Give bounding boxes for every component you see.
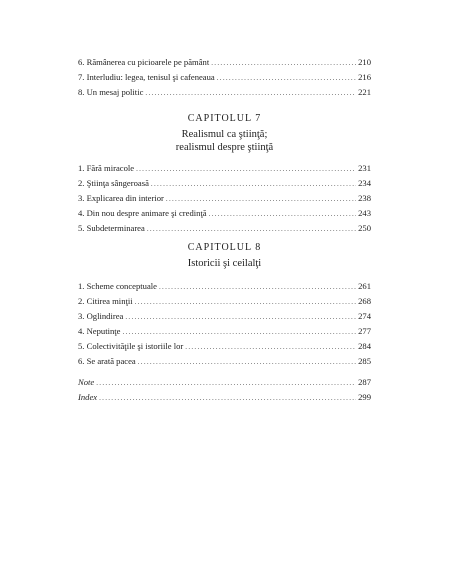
toc-list-top	[78, 56, 371, 101]
toc-entry	[78, 222, 371, 237]
toc-entry	[78, 340, 371, 355]
leader-dots	[151, 178, 356, 190]
toc-entry-label: Note	[78, 377, 95, 387]
chapter-title-line: Istoricii şi ceilalţi	[187, 258, 262, 269]
toc-entry-label: 5. Colectivităţile şi istoriile lor	[78, 341, 184, 351]
leader-dots	[99, 392, 356, 404]
toc-entry-label: 5. Subdeterminarea	[78, 223, 145, 233]
chapter-8-entries	[78, 280, 371, 370]
toc-entry-page: 285	[358, 356, 371, 366]
toc-entry-page: 216	[358, 72, 371, 82]
toc-entry	[78, 280, 371, 295]
leader-dots	[166, 193, 356, 205]
toc-entry-label: 2. Ştiinţa sângeroasă	[78, 178, 149, 188]
leader-dots	[96, 377, 356, 389]
leader-dots	[159, 281, 356, 293]
chapter-title-line: realismul despre ştiinţă	[175, 142, 274, 153]
toc-entry	[78, 207, 371, 222]
toc-entry	[78, 192, 371, 207]
toc-entry-label: 2. Citirea minţii	[78, 296, 133, 306]
leader-dots	[136, 163, 356, 175]
toc-entry-label: 4. Neputinţe	[78, 326, 121, 336]
toc-entry-label: 6. Rămânerea cu picioarele pe pământ	[78, 57, 210, 67]
toc-entry-page: 277	[358, 326, 371, 336]
toc-entry	[78, 295, 371, 310]
toc-entry-page: 250	[358, 223, 371, 233]
toc-entry-label: 1. Scheme conceptuale	[78, 281, 157, 291]
toc-entry	[78, 162, 371, 177]
toc-entry-page: 243	[358, 208, 371, 218]
leader-dots	[209, 208, 356, 220]
leader-dots	[147, 223, 356, 235]
toc-entry	[78, 71, 371, 86]
leader-dots	[217, 72, 356, 84]
leader-dots	[122, 326, 356, 338]
leader-dots	[135, 296, 356, 308]
toc-entry-index	[78, 391, 371, 406]
leader-dots	[138, 356, 356, 368]
toc-entry-page: 274	[358, 311, 371, 321]
toc-entry-label: 4. Din nou despre animare şi credinţă	[78, 208, 207, 218]
toc-entry-label: 3. Explicarea din interior	[78, 193, 164, 203]
toc-entry-page: 234	[358, 178, 371, 188]
toc-entry-label: 1. Fără miracole	[78, 163, 135, 173]
toc-entry-label: 6. Se arată pacea	[78, 356, 136, 366]
toc-entry	[78, 177, 371, 192]
toc-entry-page: 231	[358, 163, 371, 173]
chapter-number: CAPITOLUL 7	[187, 113, 262, 124]
chapter-8-heading	[78, 242, 371, 270]
toc-entry-label: 8. Un mesaj politic	[78, 87, 144, 97]
toc-entry-page: 268	[358, 296, 371, 306]
toc-entry-page: 287	[358, 377, 371, 387]
toc-entry-page: 210	[358, 57, 371, 67]
chapter-title-line: Realismul ca ştiinţă;	[181, 129, 268, 140]
back-matter-list	[78, 376, 371, 406]
toc-entry-label: Index	[78, 392, 98, 402]
toc-entry-label: 3. Oglindirea	[78, 311, 124, 321]
toc-entry	[78, 325, 371, 340]
leader-dots	[211, 57, 356, 69]
toc-entry-page: 221	[358, 87, 371, 97]
chapter-7-entries	[78, 162, 371, 237]
leader-dots	[185, 341, 356, 353]
toc-entry-notes	[78, 376, 371, 391]
toc-entry-page: 299	[358, 392, 371, 402]
leader-dots	[125, 311, 356, 323]
toc-entry-page: 261	[358, 281, 371, 291]
toc-entry	[78, 86, 371, 101]
toc-entry-label: 7. Interludiu: legea, tenisul şi cafeneaua	[78, 72, 215, 82]
toc-entry	[78, 310, 371, 325]
toc-entry	[78, 355, 371, 370]
toc-entry	[78, 56, 371, 71]
chapter-7-heading	[78, 113, 371, 154]
toc-entry-page: 238	[358, 193, 371, 203]
toc-entry-page: 284	[358, 341, 371, 351]
leader-dots	[145, 87, 356, 99]
chapter-number: CAPITOLUL 8	[187, 242, 262, 253]
